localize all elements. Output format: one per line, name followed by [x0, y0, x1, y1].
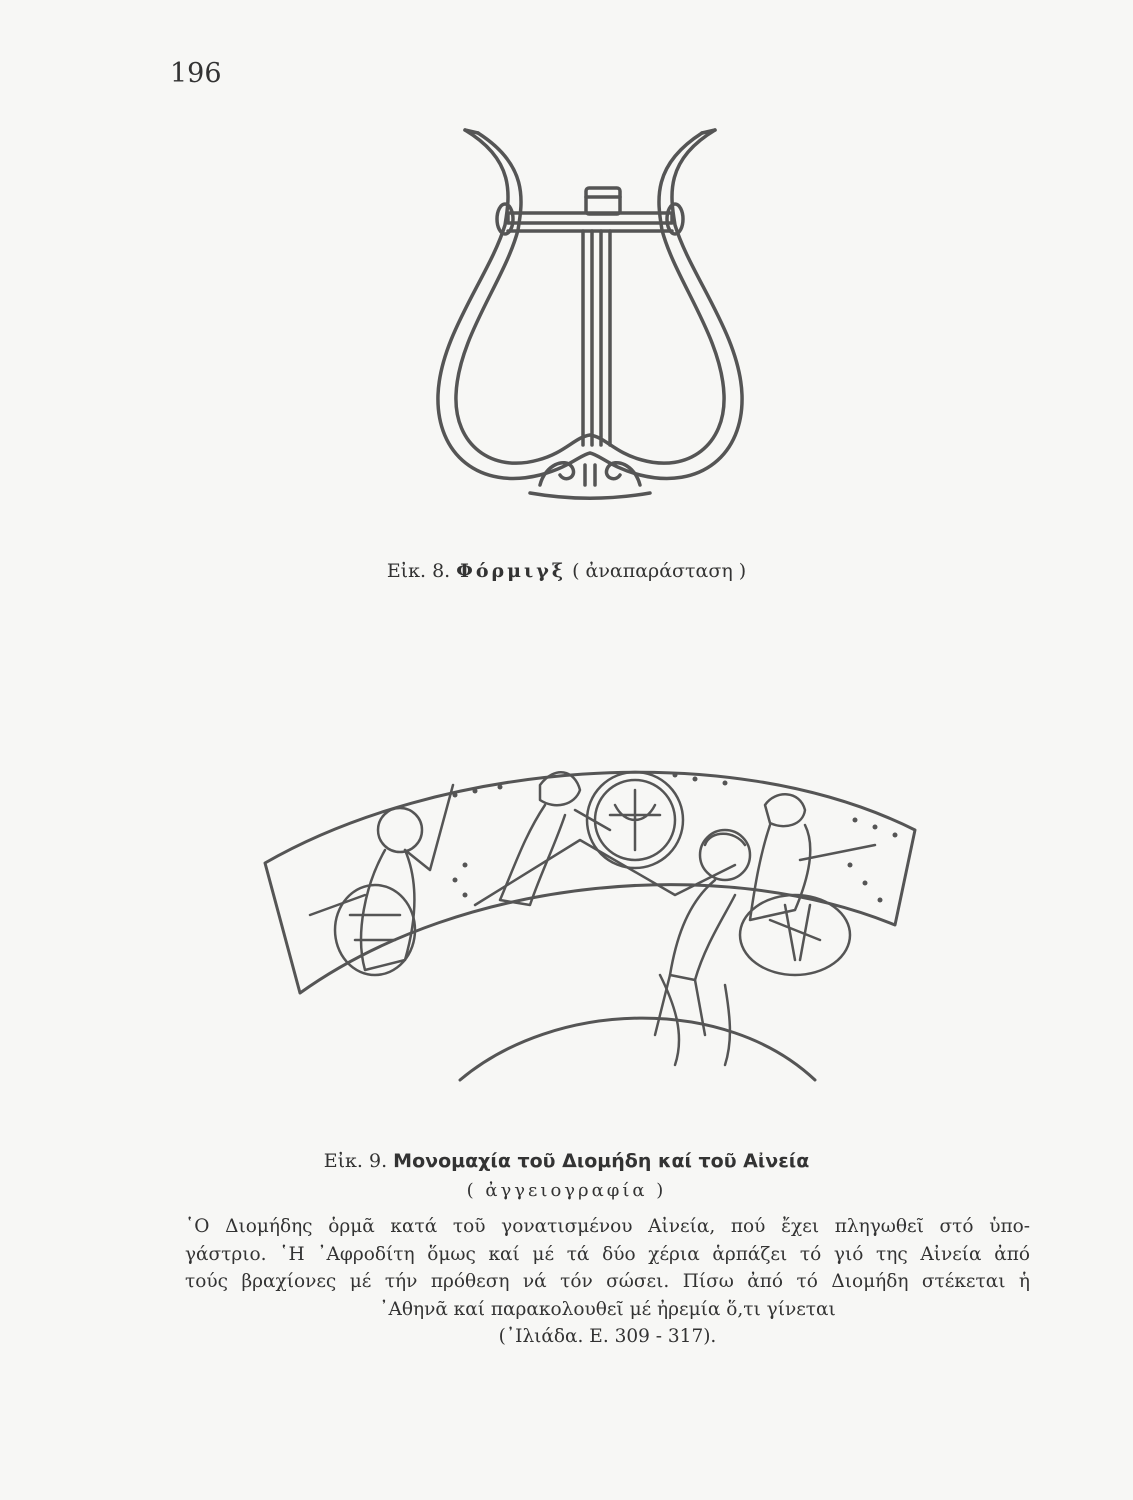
- page-number: 196: [170, 58, 222, 89]
- figure-9-title: Μονομαχία τοῦ Διομήδη καί τοῦ Αἰνεία: [393, 1150, 810, 1172]
- description-line: ῾Ο Διομήδης ὁρμᾶ κατά τοῦ γονατισμένου Αἰνεία, πού ἔχει πληγωθεῖ στό ὑπο-: [185, 1216, 1030, 1237]
- description-line: γάστριο. ῾Η ᾿Αφροδίτη ὅμως καί μέ τά δύο χέρια ἁρπάζει τό γιό της Αἰνεία ἀπό: [185, 1243, 1030, 1265]
- figure-8-caption: [0, 560, 1133, 582]
- description-line: τούς βραχίονες μέ τήν πρόθεση νά τόν σώσει. Πίσω ἀπό τό Διομήδη στέκεται ἡ: [185, 1271, 1030, 1292]
- figure-8-title: Φόρμιγξ: [456, 560, 567, 582]
- figure-8-label: Εἰκ. 8.: [386, 560, 451, 582]
- figure-9-caption: [0, 1150, 1133, 1172]
- figure-8-subtitle: ( ἀναπαράσταση ): [572, 560, 747, 582]
- figure-9-label: Εἰκ. 9.: [323, 1150, 388, 1172]
- vase-painting-illustration: [255, 735, 930, 1085]
- figure-9-subtitle: ( ἀγγειογραφία ): [466, 1180, 667, 1201]
- figure-9-description: [185, 1213, 1030, 1351]
- description-line: ᾿Αθηνᾶ καί παρακολουθεῖ μέ ἠρεμία ὅ,τι γίνεται: [379, 1298, 836, 1320]
- description-line: (᾿Ιλιάδα. Ε. 309 - 317).: [498, 1326, 717, 1347]
- phorminx-illustration: [420, 115, 760, 510]
